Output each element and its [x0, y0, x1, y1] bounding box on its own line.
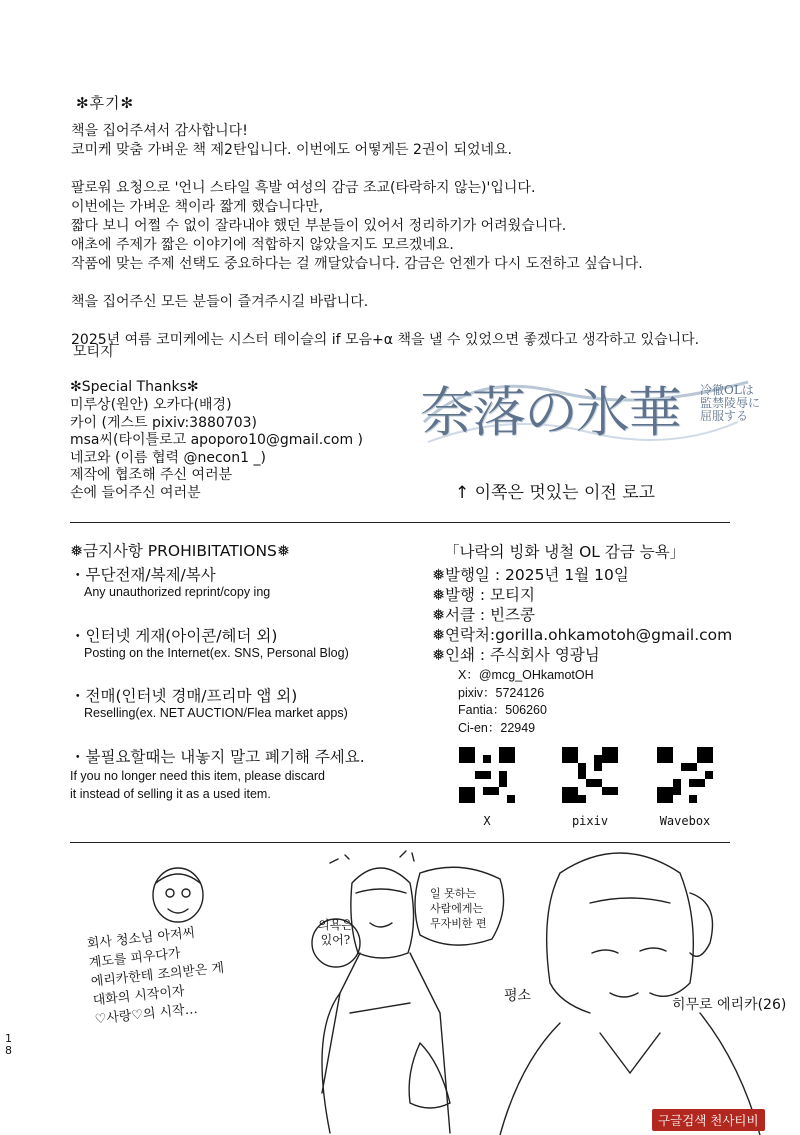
previous-logo: [418, 362, 761, 462]
social-link: Ci-en：22949: [458, 720, 536, 735]
afterword-body: [71, 122, 699, 350]
thanks-line: 제작에 협조해 주신 여러분: [70, 467, 233, 483]
sketch-label-normal: 평소: [504, 988, 532, 1004]
afterword-line: 팔로워 요청으로 '언니 스타일 흑발 여성의 감금 조교(타락하지 않는)'입니다.: [71, 180, 536, 196]
prohibition-ko: ・무단전재/복제/복사: [70, 566, 216, 584]
prohibition-ko: ・인터넷 게재(아이콘/헤더 외): [70, 627, 278, 645]
social-link: X：@mcg_OHkamotOH: [458, 668, 594, 682]
prohibition-ko: ・전매(인터넷 경매/프리마 앱 외): [70, 687, 298, 705]
special-thanks: [70, 378, 363, 502]
speech-bubble: 의욕은 있어?: [318, 918, 353, 947]
watermark-badge: 구글검색 천사티비: [652, 1109, 765, 1131]
afterword-line: [71, 274, 699, 293]
afterword-line: [71, 312, 699, 331]
logo-subtitle: [700, 384, 760, 423]
prohibition-en: Any unauthorized reprint/copy ing: [84, 585, 271, 599]
afterword-title: ✻후기✻: [76, 94, 135, 112]
speech-bubble: 일 못하는 사람에게는 무자비한 편: [430, 887, 487, 930]
logo-subtitle-line: 屈服する: [700, 409, 749, 423]
afterword-line: 책을 집어주셔서 감사합니다!: [71, 123, 248, 139]
logo-caption: ↑ 이쪽은 멋있는 이전 로고: [455, 483, 656, 503]
logo-subtitle-line: 冷徹OLは: [700, 383, 754, 397]
thanks-line: 네코와 (이름 협력 @necon1 _): [70, 449, 266, 466]
book-title: 「나락의 빙화 냉철 OL 감금 능욕」: [444, 543, 686, 561]
logo-subtitle-line: 監禁陵辱に: [700, 396, 761, 410]
prohibitions: [70, 541, 365, 803]
prohibition-en: Reselling(ex. NET AUCTION/Flea market apps): [84, 706, 348, 720]
prohibition-ko: ・불필요할때는 내놓지 말고 폐기해 주세요.: [70, 748, 365, 766]
qr-code-icon[interactable]: [562, 747, 618, 803]
prohibition-en: If you no longer need this item, please discard it instead of selling it as a used item.: [70, 769, 326, 801]
special-thanks-title: ✻Special Thanks✻: [70, 379, 199, 395]
afterword-line: 애초에 주제가 짧은 이야기에 적합하지 않았을지도 모르겠네요.: [71, 237, 454, 253]
prohibition-en: Posting on the Internet(ex. SNS, Personal Blog): [84, 646, 349, 660]
colophon-row: ❅인쇄 : 주식회사 영광님: [432, 646, 600, 664]
prohibitions-title: ❅금지사항 PROHIBITATIONS❅: [70, 542, 290, 560]
afterword-line: 짧다 보니 어쩔 수 없이 잘라내야 했던 부분들이 있어서 정리하기가 어려웠습니다.: [71, 218, 567, 234]
character-name-label: 히무로 에리카(26): [672, 997, 787, 1013]
qr-code-icon[interactable]: [657, 747, 713, 803]
divider: [70, 522, 730, 523]
logo-title: 奈落の氷華: [420, 381, 680, 444]
colophon: [432, 542, 732, 737]
afterword-line: 작품에 맞는 주제 선택도 중요하다는 걸 깨달았습니다. 감금은 언젠가 다시 도전하고 싶습니다.: [71, 256, 643, 272]
afterword-author: 모티지: [73, 344, 114, 360]
colophon-row: ❅발행일 : 2025년 1월 10일: [432, 566, 629, 584]
afterword-line: [71, 160, 699, 179]
sketch-caption: 회사 청소님 아저씨 계도를 피우다가 에리카한테 조의받은 게 대화의 시작이자 ♡사랑♡의 시작…: [86, 925, 225, 1028]
thanks-line: 손에 들어주신 여러분: [70, 484, 201, 501]
colophon-row: ❅연락처:gorilla.ohkamotoh@gmail.com: [432, 626, 733, 644]
social-links: [458, 667, 732, 737]
afterword-line: 2025년 여름 코미케에는 시스터 테이슬의 if 모음+α 책을 낼 수 있었으면 좋겠다고 생각하고 있습니다.: [71, 332, 700, 348]
afterword-line: 이번에는 가벼운 책이라 짧게 했습니다만,: [71, 199, 324, 215]
social-link: pixiv：5724126: [458, 685, 545, 700]
page-number: 18: [5, 1032, 12, 1057]
qr-label: pixiv: [571, 814, 609, 828]
colophon-row: ❅발행 : 모티지: [432, 586, 535, 604]
thanks-line: 카이 (게스트 pixiv:3880703): [70, 414, 257, 431]
afterword-line: 책을 집어주신 모든 분들이 즐겨주시길 바랍니다.: [71, 294, 369, 310]
qr-code-icon[interactable]: [459, 747, 515, 803]
colophon-row: ❅서클 : 빈즈콩: [432, 606, 535, 624]
qr-label: Wavebox: [659, 814, 711, 828]
afterword-line: 코미케 맞춤 가벼운 책 제2탄입니다. 이번에도 어떻게든 2권이 되었네요.: [71, 142, 512, 158]
social-link: Fantia：506260: [458, 703, 547, 717]
qr-label: X: [483, 814, 491, 828]
thanks-line: 미루상(원안) 오카다(배경): [70, 397, 232, 413]
thanks-line: msa씨(타이틀로고 apoporo10@gmail.com ): [70, 432, 364, 448]
